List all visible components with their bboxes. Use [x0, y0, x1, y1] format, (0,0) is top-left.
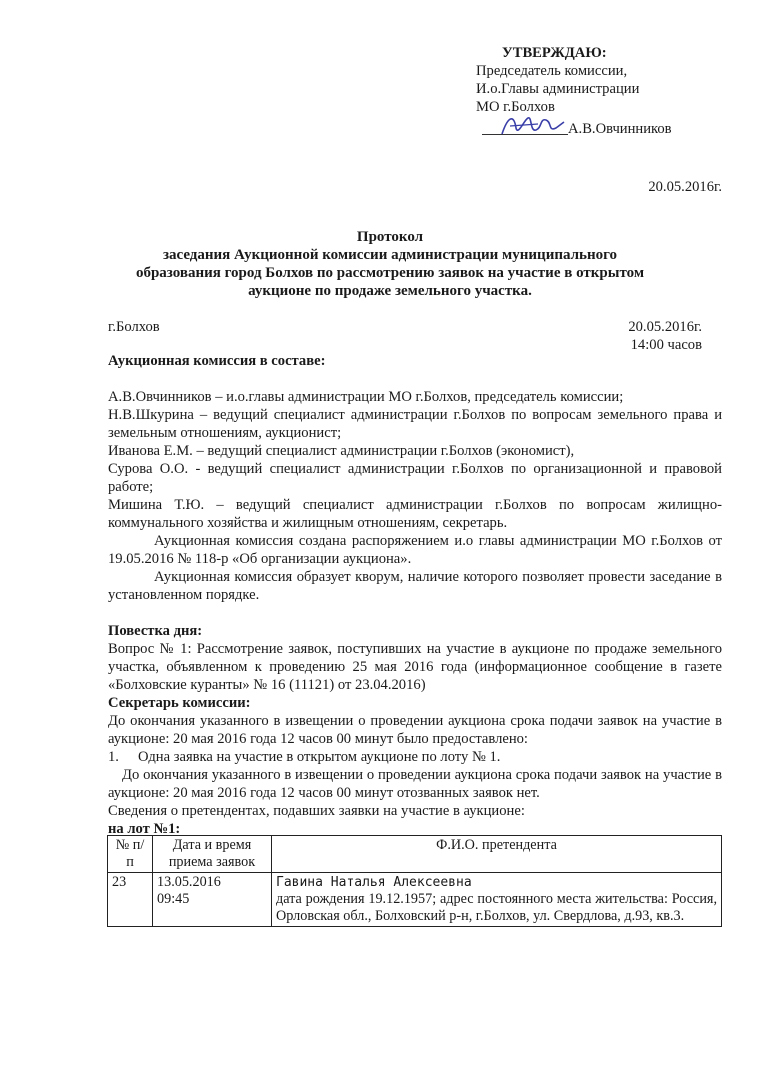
approval-heading: УТВЕРЖДАЮ: [502, 45, 607, 61]
approval-date: 20.05.2016г. [648, 179, 722, 195]
table-row [108, 873, 722, 927]
applicants-table [107, 835, 722, 927]
document-title [100, 228, 680, 300]
quorum-paragraph: Аукционная комиссия образует кворум, наличие которого позволяет провести заседание в установленном порядке. [108, 569, 722, 603]
cell-number: 23 [108, 873, 153, 927]
place-city: г.Болхов [108, 319, 160, 335]
commission-member: Мишина Т.Ю. – ведущий специалист администрации г.Болхов по вопросам жилищно-коммунального хозяйства и жилищным отношениям, секретарь. [108, 497, 722, 531]
list-item [108, 748, 722, 766]
document-body [108, 352, 722, 838]
table-header-row [108, 836, 722, 873]
title-line-4: аукционе по продаже земельного участка. [248, 283, 532, 299]
agenda-heading: Повестка дня: [108, 623, 203, 639]
signer-name: А.В.Овчинников [568, 121, 672, 137]
title-line-3: образования город Болхов по рассмотрению заявок на участие в открытом [135, 265, 645, 281]
agenda-text: Вопрос № 1: Рассмотрение заявок, поступивших на участие в аукционе по продаже земельного участка, объявленном к проведению 25 мая 2016 года (информационное сообщение в газете «Болховские куранты» № 16 (11121) от 23.04.2016) [108, 641, 722, 693]
list-item-number: 1. [108, 749, 119, 765]
column-header-date: Дата и время приема заявок [153, 836, 272, 873]
commission-order-paragraph: Аукционная комиссия создана распоряжением и.о главы администрации МО г.Болхов от 19.05.2016 № 118-р «Об организации аукциона». [108, 533, 722, 567]
approval-line-3: МО г.Болхов [476, 99, 555, 115]
approval-line-1: Председатель комиссии, [476, 63, 628, 79]
column-header-number: № п/п [108, 836, 153, 873]
signature-line [476, 116, 746, 140]
cell-time: 09:45 [157, 891, 190, 907]
cell-applicant [272, 873, 722, 927]
lot-heading: на лот №1: [108, 821, 181, 837]
applicant-name: Гавина Наталья Алексеевна [276, 875, 472, 890]
commission-member: Иванова Е.М. – ведущий специалист администрации г.Болхов (экономист), [108, 443, 575, 459]
secretary-text-2: До окончания указанного в извещении о проведении аукциона срока подачи заявок на участие в аукционе: 20 мая 2016 года 12 часов 00 минут отозванных заявок нет. [108, 767, 722, 801]
place-time: 14:00 часов [630, 337, 702, 353]
commission-member: Сурова О.О. - ведущий специалист администрации г.Болхов по организационной и правовой работе; [108, 461, 722, 495]
secretary-text-3: Сведения о претендентах, подавших заявки на участие в аукционе: [108, 803, 525, 819]
applicant-details: дата рождения 19.12.1957; адрес постоянного места жительства: Россия, Орловская обл., Болховский р-н, г.Болхов, ул. Свердлова, д.93, кв.3. [276, 891, 717, 924]
cell-date-time [153, 873, 272, 927]
title-line-1: Протокол [356, 229, 424, 245]
cell-date: 13.05.2016 [157, 874, 221, 890]
column-header-name: Ф.И.О. претендента [272, 836, 722, 873]
place-date: 20.05.2016г. [628, 319, 702, 335]
secretary-heading: Секретарь комиссии: [108, 695, 251, 711]
secretary-text-1: До окончания указанного в извещении о проведении аукциона срока подачи заявок на участие в аукционе: 20 мая 2016 года 12 часов 00 минут было предоставлено: [108, 713, 722, 747]
handwritten-signature-icon [498, 110, 568, 140]
list-item-text: Одна заявка на участие в открытом аукционе по лоту № 1. [138, 749, 501, 765]
approval-line-2: И.о.Главы администрации [476, 81, 640, 97]
commission-member: Н.В.Шкурина – ведущий специалист администрации г.Болхов по вопросам земельного права и земельным отношениям, аукционист; [108, 407, 722, 441]
commission-heading: Аукционная комиссия в составе: [108, 353, 326, 369]
approval-block [476, 44, 746, 140]
commission-member: А.В.Овчинников – и.о.главы администрации МО г.Болхов, председатель комиссии; [108, 389, 624, 405]
title-line-2: заседания Аукционной комиссии администрации муниципального [162, 247, 618, 263]
